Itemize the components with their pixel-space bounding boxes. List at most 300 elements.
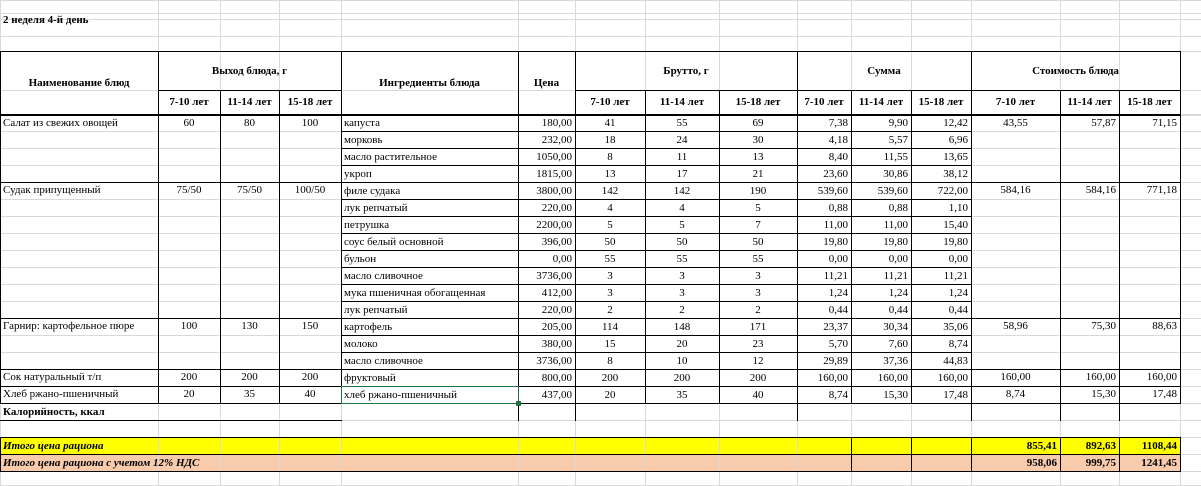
ingredient-sum: 23,60 [823, 167, 848, 180]
dish-yield: 75/50 [176, 184, 202, 196]
ingredient-price: 3736,00 [536, 269, 572, 282]
ingredient-gross: 2 [679, 303, 685, 316]
ingredient-sum: 19,80 [943, 235, 968, 248]
border-line [971, 386, 972, 404]
ingredient-sum: 0,00 [828, 252, 848, 265]
border-line [645, 115, 646, 183]
border-line [851, 437, 852, 472]
border-line [1119, 369, 1120, 387]
dish-name: Сок натуральный т/п [3, 371, 102, 383]
ingredient-sum: 8,40 [828, 150, 848, 163]
ingredient-gross: 5 [679, 218, 685, 231]
dish-name: Салат из свежих овощей [3, 117, 118, 129]
ingredient-price: 220,00 [541, 201, 572, 214]
border-line [797, 386, 798, 404]
border-line [1180, 386, 1181, 404]
total-value: 892,63 [1085, 439, 1116, 452]
ingredient-sum: 37,36 [883, 354, 908, 367]
total-value: 1108,44 [1141, 439, 1177, 452]
dish-yield: 200 [301, 371, 319, 383]
border-line [220, 318, 221, 370]
dish-yield: 150 [301, 320, 319, 332]
ingredient-gross: 12 [752, 354, 764, 367]
ingredient-sum: 0,44 [948, 303, 968, 316]
dish-yield: 80 [244, 117, 255, 129]
dish-cost: 8,74 [1005, 388, 1026, 400]
ingredient-sum: 0,44 [888, 303, 908, 316]
ingredient-gross: 17 [676, 167, 688, 180]
ingredient-sum: 0,00 [888, 252, 908, 265]
header-sum: Сумма [867, 64, 901, 77]
ingredient-name: укроп [344, 167, 372, 180]
border-line [158, 369, 159, 387]
ingredient-gross: 30 [752, 133, 764, 146]
border-line [0, 318, 1, 370]
ingredient-sum: 23,37 [823, 320, 848, 333]
ingredient-sum: 0,88 [828, 201, 848, 214]
border-line [719, 115, 720, 183]
header-age: 15-18 лет [287, 96, 333, 108]
ingredient-sum: 11,55 [883, 150, 908, 163]
ingredient-sum: 11,21 [883, 269, 908, 282]
dish-name: Хлеб ржано-пшеничный [3, 388, 119, 400]
header-yield: Выход блюда, г [211, 64, 288, 77]
ingredient-name: лук репчатый [344, 201, 408, 214]
border-line [971, 115, 972, 183]
selected-cell[interactable] [341, 386, 519, 404]
ingredient-gross: 20 [604, 388, 616, 401]
ingredient-sum: 11,00 [823, 218, 848, 231]
ingredient-name: капуста [344, 117, 381, 129]
border-line [341, 115, 342, 183]
total-vat-label: Итого цена рациона с учетом 12% НДС [3, 456, 200, 469]
header-age: 11-14 лет [1067, 96, 1112, 108]
ingredient-gross: 18 [604, 133, 616, 146]
header-ingredients: Ингредиенты блюда [379, 76, 480, 89]
ingredient-gross: 13 [752, 150, 764, 163]
ingredient-name: масло растительное [344, 150, 437, 163]
ingredient-sum: 30,34 [883, 320, 908, 333]
border-line [158, 318, 159, 370]
border-line [1180, 182, 1181, 319]
ingredient-gross: 2 [755, 303, 761, 316]
ingredient-price: 396,00 [541, 235, 572, 248]
gridline [0, 0, 1201, 1]
header-age: 11-14 лет [659, 96, 705, 108]
ingredient-gross: 200 [601, 371, 619, 384]
ingredient-sum: 1,24 [828, 286, 848, 299]
ingredient-price: 0,00 [552, 252, 572, 265]
border-line [797, 115, 798, 183]
border-line [797, 51, 798, 115]
border-line [911, 115, 912, 183]
header-age: 7-10 лет [995, 96, 1036, 108]
ingredient-gross: 3 [679, 286, 685, 299]
ingredient-price: 412,00 [541, 286, 572, 299]
border-line [645, 386, 646, 404]
border-line [0, 115, 1, 183]
ingredient-sum: 19,80 [883, 235, 908, 248]
border-line [645, 90, 646, 115]
ingredient-name: соус белый основной [344, 235, 444, 248]
border-line [220, 182, 221, 319]
ingredient-gross: 142 [601, 184, 619, 197]
dish-cost: 88,63 [1152, 320, 1177, 332]
dish-yield: 200 [241, 371, 258, 383]
dish-cost: 17,48 [1152, 388, 1177, 400]
border-line [1060, 369, 1061, 387]
ingredient-gross: 13 [604, 167, 616, 180]
ingredient-name: масло сливочное [344, 269, 423, 282]
ingredient-gross: 10 [676, 354, 688, 367]
border-line [279, 369, 280, 387]
ingredient-gross: 148 [673, 320, 691, 333]
dish-yield: 100 [180, 320, 198, 332]
border-line [1060, 90, 1061, 115]
border-line [1180, 318, 1181, 370]
border-line [971, 369, 972, 387]
ingredient-gross: 4 [607, 201, 613, 214]
border-line [971, 51, 972, 115]
ingredient-sum: 19,80 [823, 235, 848, 248]
border-line [158, 51, 159, 115]
ingredient-gross: 3 [755, 286, 761, 299]
header-price: Цена [533, 76, 560, 89]
border-line [1119, 318, 1120, 370]
border-line [911, 437, 912, 472]
dish-yield: 130 [241, 320, 258, 332]
ingredient-gross: 35 [676, 388, 688, 401]
dish-yield: 35 [244, 388, 255, 400]
ingredient-sum: 160,00 [817, 371, 848, 384]
total-value: 855,41 [1026, 439, 1057, 452]
header-age: 15-18 лет [1127, 96, 1172, 108]
border-line [911, 386, 912, 404]
header-age: 15-18 лет [735, 96, 781, 108]
dish-yield: 20 [183, 388, 195, 400]
border-line [851, 90, 852, 115]
ingredient-sum: 539,60 [817, 184, 848, 197]
ingredient-gross: 20 [676, 337, 688, 350]
border-line [1060, 437, 1061, 472]
ingredient-sum: 9,90 [888, 117, 908, 129]
border-line [341, 318, 342, 370]
header-age: 15-18 лет [918, 96, 964, 108]
ingredient-gross: 24 [676, 133, 688, 146]
header-age: 7-10 лет [804, 96, 844, 108]
ingredient-gross: 50 [604, 235, 616, 248]
dish-cost: 771,18 [1146, 184, 1177, 196]
total-vat-value: 999,75 [1085, 456, 1116, 469]
ingredient-sum: 160,00 [877, 371, 908, 384]
ingredient-name: филе судака [344, 184, 401, 197]
ingredient-gross: 190 [749, 184, 767, 197]
border-line [279, 386, 280, 404]
ingredient-price: 437,00 [541, 388, 572, 401]
ingredient-gross: 171 [749, 320, 767, 333]
ingredient-gross: 3 [679, 269, 685, 282]
ingredient-sum: 8,74 [948, 337, 968, 350]
border-line [341, 51, 342, 115]
ingredient-price: 205,00 [541, 320, 572, 333]
ingredient-sum: 11,00 [883, 218, 908, 231]
ingredient-gross: 142 [673, 184, 691, 197]
ingredient-sum: 7,60 [888, 337, 908, 350]
border-line [0, 51, 1, 115]
total-label: Итого цена рациона [3, 439, 104, 452]
ingredient-gross: 50 [676, 235, 688, 248]
ingredient-gross: 69 [752, 117, 764, 129]
border-line [851, 386, 852, 404]
ingredient-price: 1050,00 [536, 150, 572, 163]
border-line [911, 318, 912, 370]
ingredient-price: 1815,00 [536, 167, 572, 180]
border-line [1180, 51, 1181, 115]
border-line [645, 369, 646, 387]
border-line [575, 403, 576, 421]
border-line [1180, 437, 1181, 472]
ingredient-sum: 15,30 [883, 388, 908, 401]
ingredient-sum: 11,21 [823, 269, 848, 282]
ingredient-name: бульон [344, 252, 377, 265]
total-vat-value: 958,06 [1026, 456, 1057, 469]
ingredient-sum: 160,00 [937, 371, 968, 384]
ingredient-gross: 8 [607, 150, 613, 163]
border-line [1180, 369, 1181, 387]
ingredient-price: 800,00 [541, 371, 572, 384]
header-dish-name: Наименование блюд [28, 76, 130, 89]
border-line [911, 369, 912, 387]
border-line [719, 90, 720, 115]
dish-cost: 71,15 [1152, 117, 1177, 129]
ingredient-name: лук репчатый [344, 303, 408, 316]
border-line [575, 90, 1181, 91]
ingredient-sum: 1,10 [948, 201, 968, 214]
ingredient-sum: 1,24 [888, 286, 908, 299]
ingredient-sum: 7,38 [828, 117, 848, 129]
ingredient-sum: 0,44 [828, 303, 848, 316]
header-age: 7-10 лет [169, 96, 209, 108]
dish-yield: 75/50 [236, 184, 263, 196]
ingredient-name: петрушка [344, 218, 390, 231]
border-line [575, 51, 576, 115]
ingredient-sum: 4,18 [828, 133, 848, 146]
border-line [575, 369, 576, 387]
border-line [0, 454, 1181, 455]
border-line [797, 403, 798, 421]
ingredient-sum: 38,12 [943, 167, 968, 180]
dish-name: Судак припущенный [3, 184, 101, 196]
border-line [719, 369, 720, 387]
ingredient-gross: 55 [752, 252, 764, 265]
dish-cost: 584,16 [1000, 184, 1031, 196]
border-line [279, 182, 280, 319]
border-line [220, 115, 221, 183]
dish-cost: 584,16 [1085, 184, 1116, 196]
ingredient-gross: 5 [607, 218, 613, 231]
border-line [575, 386, 576, 404]
border-line [575, 318, 576, 370]
calories-label: Калорийность, ккал [3, 405, 105, 418]
total-vat-value: 1241,45 [1141, 456, 1177, 469]
dish-cost: 15,30 [1091, 388, 1116, 400]
border-line [575, 115, 576, 183]
border-line [0, 182, 1, 319]
border-line [1119, 90, 1120, 115]
border-line [1119, 386, 1120, 404]
border-line [645, 318, 646, 370]
dish-cost: 160,00 [1085, 371, 1116, 383]
ingredient-sum: 6,96 [948, 133, 968, 146]
ingredient-name: мука пшеничная обогащенная [344, 286, 486, 299]
border-line [158, 386, 159, 404]
ingredient-sum: 5,57 [888, 133, 908, 146]
header-cost: Стоимость блюда [1032, 64, 1119, 77]
border-line [518, 369, 519, 387]
dish-yield: 60 [183, 117, 195, 129]
ingredient-gross: 21 [752, 167, 764, 180]
ingredient-sum: 722,00 [937, 184, 968, 197]
border-line [971, 318, 972, 370]
dish-yield: 100/50 [294, 184, 326, 196]
border-line [0, 437, 1, 472]
border-line [719, 318, 720, 370]
dish-cost: 57,87 [1091, 117, 1116, 129]
ingredient-sum: 0,88 [888, 201, 908, 214]
ingredient-price: 380,00 [541, 337, 572, 350]
dish-cost: 75,30 [1091, 320, 1116, 332]
sheet-title: 2 неделя 4-й день [3, 14, 89, 26]
border-line [518, 115, 519, 183]
ingredient-sum: 15,40 [943, 218, 968, 231]
border-line [971, 403, 972, 421]
ingredient-sum: 30,86 [883, 167, 908, 180]
border-line [1119, 403, 1120, 421]
ingredient-gross: 5 [755, 201, 761, 214]
ingredient-name: масло сливочное [344, 354, 423, 367]
border-line [279, 90, 280, 115]
ingredient-name: хлеб ржано-пшеничный [344, 388, 457, 401]
border-line [1119, 437, 1120, 472]
header-age: 7-10 лет [590, 96, 630, 108]
ingredient-name: молоко [344, 337, 378, 350]
ingredient-gross: 200 [749, 371, 767, 384]
ingredient-gross: 11 [676, 150, 688, 163]
border-line [279, 318, 280, 370]
border-line [1060, 182, 1061, 319]
ingredient-gross: 55 [604, 252, 616, 265]
ingredient-price: 180,00 [541, 117, 572, 129]
ingredient-gross: 3 [607, 269, 613, 282]
border-line [341, 369, 342, 387]
dish-yield: 200 [180, 371, 198, 383]
border-line [0, 386, 1, 404]
border-line [1060, 403, 1061, 421]
border-line [0, 369, 1, 387]
dish-name: Гарнир: картофельное пюре [3, 320, 135, 332]
ingredient-sum: 539,60 [877, 184, 908, 197]
ingredient-gross: 200 [673, 371, 691, 384]
ingredient-price: 2200,00 [536, 218, 572, 231]
border-line [1180, 115, 1181, 183]
ingredient-sum: 29,89 [823, 354, 848, 367]
border-line [0, 471, 1181, 472]
ingredient-price: 3736,00 [536, 354, 572, 367]
border-line [1119, 115, 1120, 183]
ingredient-sum: 1,24 [948, 286, 968, 299]
border-line [797, 369, 798, 387]
border-line [279, 115, 280, 183]
ingredient-sum: 0,00 [948, 252, 968, 265]
border-line [518, 51, 519, 115]
ingredient-name: фруктовый [344, 371, 396, 384]
border-line [158, 115, 159, 183]
ingredient-price: 220,00 [541, 303, 572, 316]
ingredient-gross: 40 [752, 388, 764, 401]
ingredient-gross: 15 [604, 337, 616, 350]
border-line [971, 437, 972, 472]
fill-handle[interactable] [516, 401, 521, 406]
ingredient-gross: 50 [752, 235, 764, 248]
border-line [0, 420, 342, 421]
border-line [1119, 182, 1120, 319]
ingredient-gross: 3 [607, 286, 613, 299]
ingredient-gross: 23 [752, 337, 764, 350]
header-gross: Брутто, г [663, 64, 709, 77]
border-line [158, 182, 159, 319]
ingredient-gross: 41 [604, 117, 616, 129]
border-line [220, 369, 221, 387]
ingredient-gross: 4 [679, 201, 685, 214]
ingredient-sum: 44,83 [943, 354, 968, 367]
border-line [851, 369, 852, 387]
ingredient-gross: 8 [607, 354, 613, 367]
header-age: 11-14 лет [858, 96, 904, 108]
ingredient-gross: 3 [755, 269, 761, 282]
ingredient-name: картофель [344, 320, 393, 333]
dish-cost: 58,96 [1003, 320, 1028, 332]
border-line [518, 318, 519, 370]
dish-cost: 160,00 [1000, 371, 1031, 383]
ingredient-sum: 11,21 [943, 269, 968, 282]
dish-yield: 40 [304, 388, 316, 400]
border-line [1060, 115, 1061, 183]
ingredient-sum: 13,65 [943, 150, 968, 163]
border-line [1060, 318, 1061, 370]
header-age: 11-14 лет [227, 96, 272, 108]
border-line [0, 437, 1181, 438]
gridline [0, 36, 1201, 37]
ingredient-gross: 55 [676, 117, 688, 129]
border-line [851, 115, 852, 183]
ingredient-sum: 35,06 [943, 320, 968, 333]
border-line [851, 318, 852, 370]
ingredient-price: 232,00 [541, 133, 572, 146]
ingredient-name: морковь [344, 133, 383, 146]
border-line [719, 386, 720, 404]
dish-cost: 160,00 [1146, 371, 1177, 383]
border-line [1060, 386, 1061, 404]
ingredient-gross: 114 [601, 320, 619, 333]
dish-cost: 43,55 [1003, 117, 1028, 129]
border-line [0, 51, 1181, 52]
ingredient-gross: 7 [755, 218, 761, 231]
border-line [220, 386, 221, 404]
ingredient-sum: 8,74 [828, 388, 848, 401]
ingredient-sum: 12,42 [943, 117, 968, 129]
border-line [220, 90, 221, 115]
ingredient-gross: 55 [676, 252, 688, 265]
